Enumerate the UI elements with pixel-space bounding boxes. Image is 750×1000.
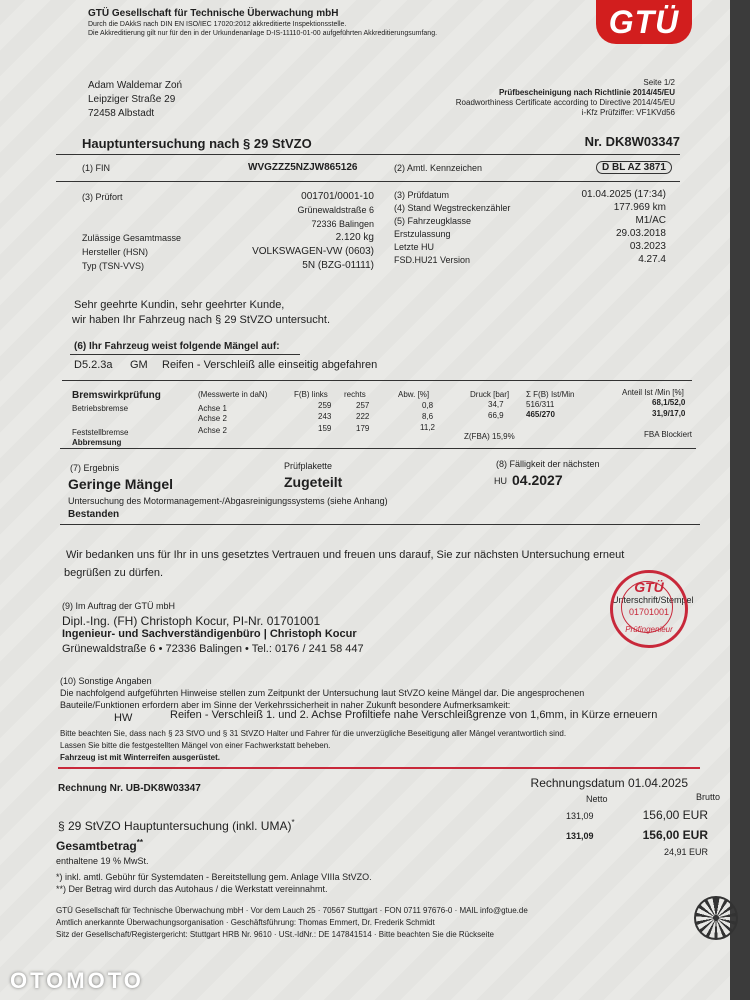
fsd-label: FSD.HU21 Version <box>394 255 471 265</box>
certificate-de: Prüfbescheinigung nach Richtlinie 2014/45/EU <box>498 88 675 97</box>
faellig-label: (8) Fälligkeit der nächsten <box>496 459 600 469</box>
footer-line-2: Amtlich anerkannte Überwachungsorganisation · Geschäftsführung: Thomas Emmert, Dr. Frederik Schmidt <box>56 918 435 927</box>
page-number: Seite 1/2 <box>643 78 675 87</box>
km-label: (4) Stand Wegstreckenzähler <box>394 203 511 213</box>
gesamtmasse-label: Zulässige Gesamtmasse <box>82 233 182 243</box>
brake-col-sum: Σ F(B) Ist/Min <box>526 390 575 399</box>
total-netto: 131,09 <box>566 831 594 841</box>
brake-row-3-links: 159 <box>318 424 332 433</box>
fin-label: (1) FIN <box>82 163 110 173</box>
watermark-logo: OTOMOTO <box>10 968 144 993</box>
total-brutto: 156,00 EUR <box>642 828 708 842</box>
brake-col-rechts: rechts <box>344 390 366 399</box>
ergebnis-value: Geringe Mängel <box>68 476 174 492</box>
divider <box>60 524 700 525</box>
pruefdatum-value: 01.04.2025 (17:34) <box>581 189 666 200</box>
brake-row-1-links: 259 <box>318 401 332 410</box>
motor-text: Untersuchung des Motormanagement-/Abgasreinigungssystems (siehe Anhang) <box>68 496 388 506</box>
klasse-value: M1/AC <box>635 215 666 226</box>
brake-row-1-sum: 516/311 <box>526 400 555 409</box>
hersteller-label: Hersteller (HSN) <box>82 247 149 257</box>
invoice-item-brutto: 156,00 EUR <box>642 808 708 822</box>
brake-col-druck: Druck [bar] <box>470 390 510 399</box>
plate-label: (2) Amtl. Kennzeichen <box>394 163 483 173</box>
plakette-label: Prüfplakette <box>284 461 333 471</box>
km-value: 177.969 km <box>613 202 666 213</box>
total-label: Gesamtbetrag** <box>56 838 143 853</box>
thanks-line-2: begrüßen zu dürfen. <box>64 567 164 579</box>
fsd-value: 4.27.4 <box>638 254 666 265</box>
fba-status: FBA Blockiert <box>644 430 693 439</box>
brake-col-links: F(B) links <box>294 390 328 399</box>
zfba-value: Z(FBA) 15,9% <box>464 432 515 441</box>
footer-line-1: GTÜ Gesellschaft für Technische Überwachung mbH · Vor dem Lauch 25 · 70567 Stuttgart · FON 0711 97676-0 · MAIL info@gtue.de <box>56 906 528 915</box>
sonstige-line-1: Die nachfolgend aufgeführten Hinweise stellen zum Zeitpunkt der Untersuchung laut StVZO keine Mängel dar. Die angesprochenen <box>60 688 585 698</box>
brake-row-3-abw: 11,2 <box>420 423 435 432</box>
auftrag-label: (9) Im Auftrag der GTÜ mbH <box>62 601 176 611</box>
brake-row-1-achse: Achse 1 <box>198 404 227 413</box>
letzte-hu-label: Letzte HU <box>394 242 435 252</box>
page-title: Hauptuntersuchung nach § 29 StVZO <box>82 136 312 151</box>
maengel-text: Reifen - Verschleiß alle einseitig abgefahren <box>162 359 378 371</box>
signature-label: Unterschrift/Stempel <box>612 595 694 605</box>
typ-label: Typ (TSN-VVS) <box>82 261 145 271</box>
divider <box>56 181 680 182</box>
brake-heading: Bremswirkprüfung <box>72 390 161 401</box>
erstzulassung-value: 29.03.2018 <box>615 228 666 239</box>
pruefdatum-label: (3) Prüfdatum <box>394 190 450 200</box>
mwst-value: 24,91 EUR <box>663 847 708 857</box>
feststellbremse-label: Feststellbremse <box>72 428 129 437</box>
footnote-1: *) inkl. amtl. Gebühr für Systemdaten - Bereitstellung gem. Anlage VIIIa StVZO. <box>56 872 372 882</box>
divider <box>60 448 696 449</box>
examiner-name: Dipl.-Ing. (FH) Christoph Kocur, PI-Nr. 01701001 <box>62 614 321 628</box>
brake-row-3-rechts: 179 <box>356 424 370 433</box>
prueffort-address-2: 72336 Balingen <box>311 219 374 229</box>
brake-col-anteil: Anteil Ist /Min [%] <box>622 388 684 397</box>
motor-result: Bestanden <box>68 509 120 520</box>
certificate-number: Nr. DK8W03347 <box>584 134 680 149</box>
maengel-code: D5.2.3a <box>74 359 113 371</box>
brake-row-2-achse: Achse 2 <box>198 414 227 423</box>
prueffort-value: 001701/0001-10 <box>301 191 374 202</box>
sonstige-line-3: Bitte beachten Sie, dass nach § 23 StVO und § 31 StVZO Halter und Fahrer für die unverzügliche Beseitigung aller Mängel verantwortlich sind. <box>60 729 567 738</box>
invoice-item-netto: 131,09 <box>566 811 594 821</box>
thanks-line-1: Wir bedanken uns für Ihr in uns gesetztes Vertrauen und freuen uns darauf, Sie zur nächsten Untersuchung erneut <box>66 549 625 561</box>
netto-label: Netto <box>586 794 608 804</box>
brake-row-2-links: 243 <box>318 412 332 421</box>
divider <box>58 767 700 769</box>
recipient-street: Leipziger Straße 29 <box>88 94 176 105</box>
letzte-hu-value: 03.2023 <box>629 241 666 252</box>
prueffort-address-1: Grünewaldstraße 6 <box>297 205 374 215</box>
certificate-en: Roadworthiness Certificate according to Directive 2014/45/EU <box>455 98 675 107</box>
footnote-2: **) Der Betrag wird durch das Autohaus / die Werkstatt vereinnahmt. <box>56 884 328 894</box>
brake-row-1-anteil: 68,1/52,0 <box>652 398 686 407</box>
prueffort-label: (3) Prüfort <box>82 192 123 202</box>
recipient-name: Adam Waldemar Zoń <box>88 80 183 91</box>
maengel-class: GM <box>130 359 148 371</box>
plakette-value: Zugeteilt <box>284 474 343 490</box>
invoice-number: Rechnung Nr. UB-DK8W03347 <box>58 783 201 794</box>
hinweis-text: Reifen - Verschleiß 1. und 2. Achse Profiltiefe nahe Verschleißgrenze von 1,6mm, in Kürze erneuern <box>170 709 658 721</box>
seal-icon <box>694 896 738 940</box>
greeting-line-2: wir haben Ihr Fahrzeug nach § 29 StVZO untersucht. <box>72 314 331 326</box>
sonstige-line-4: Lassen Sie bitte die festgestellten Mängel von einer Fachwerkstatt beheben. <box>60 741 331 750</box>
examiner-id: i-Kfz Prüfziffer: VF1KVd56 <box>581 108 675 117</box>
ergebnis-label: (7) Ergebnis <box>70 463 120 473</box>
recipient-city: 72458 Albstadt <box>88 108 155 119</box>
abbremsung-label: Abbremsung <box>72 438 122 447</box>
brake-row-2-sum: 465/270 <box>526 410 555 419</box>
betriebsbremse-label: Betriebsbremse <box>72 404 129 413</box>
brake-row-1-druck: 34,7 <box>488 400 504 409</box>
accreditation-line-2: Die Akkreditierung gilt nur für den in der Urkundenanlage D-IS-11110-01-00 aufgeführten Akkreditierungsumfang. <box>88 30 438 37</box>
brutto-label: Brutto <box>696 792 721 802</box>
brake-row-2-rechts: 222 <box>356 412 370 421</box>
sonstige-line-2: Bauteile/Funktionen erfordern aber im Sinne der Verkehrssicherheit in naher Zukunft besondere Aufmerksamkeit: <box>60 700 511 710</box>
brake-row-1-abw: 0,8 <box>422 401 434 410</box>
greeting-line-1: Sehr geehrte Kundin, sehr geehrter Kunde, <box>74 299 285 311</box>
fin-value: WVGZZZ5NZJW865126 <box>248 162 358 173</box>
brake-row-2-anteil: 31,9/17,0 <box>652 409 686 418</box>
brake-row-2-druck: 66,9 <box>488 411 504 420</box>
examiner-stamp: GTÜ 01701001 Prüfingenieur <box>610 570 688 648</box>
sonstige-heading: (10) Sonstige Angaben <box>60 676 152 686</box>
license-plate: D BL AZ 3871 <box>596 161 672 174</box>
brake-row-1-rechts: 257 <box>356 401 370 410</box>
brake-row-2-abw: 8,6 <box>422 412 434 421</box>
invoice-date: Rechnungsdatum 01.04.2025 <box>530 776 688 790</box>
company-name: GTÜ Gesellschaft für Technische Überwachung mbH <box>88 8 339 19</box>
gesamtmasse-value: 2.120 kg <box>335 232 374 243</box>
erstzulassung-label: Erstzulassung <box>394 229 451 239</box>
brake-col-mess: (Messwerte in daN) <box>198 390 268 399</box>
maengel-heading: (6) Ihr Fahrzeug weist folgende Mängel auf: <box>74 341 280 352</box>
hinweis-code: HW <box>114 712 133 724</box>
office-address: Grünewaldstraße 6 • 72336 Balingen • Tel.: 0176 / 241 58 447 <box>62 643 364 655</box>
gtue-logo: GTÜ <box>596 0 692 44</box>
divider <box>70 354 300 355</box>
divider <box>62 380 692 381</box>
brake-row-3-achse: Achse 2 <box>198 426 227 435</box>
typ-value: 5N (BZG-01111) <box>302 260 374 271</box>
accreditation-line-1: Durch die DAkkS nach DIN EN ISO/IEC 17020:2012 akkreditierte Inspektionsstelle. <box>88 21 347 28</box>
faellig-prefix: HU <box>494 476 507 486</box>
office-name: Ingenieur- und Sachverständigenbüro | Christoph Kocur <box>62 628 357 640</box>
invoice-item: § 29 StVZO Hauptuntersuchung (inkl. UMA)* <box>58 818 295 833</box>
brake-col-abw: Abw. [%] <box>398 390 430 399</box>
hersteller-value: VOLKSWAGEN-VW (0603) <box>252 246 374 257</box>
klasse-label: (5) Fahrzeugklasse <box>394 216 472 226</box>
faellig-value: 04.2027 <box>512 472 563 488</box>
winter-tyres: Fahrzeug ist mit Winterreifen ausgerüstet. <box>60 753 220 762</box>
footer-line-3: Sitz der Gesellschaft/Registergericht: Stuttgart HRB Nr. 9610 · USt.-IdNr.: DE 147841514 · Bitte beachten Sie die Rückseite <box>56 930 494 939</box>
mwst-label: enthaltene 19 % MwSt. <box>56 856 149 866</box>
divider <box>56 154 680 155</box>
